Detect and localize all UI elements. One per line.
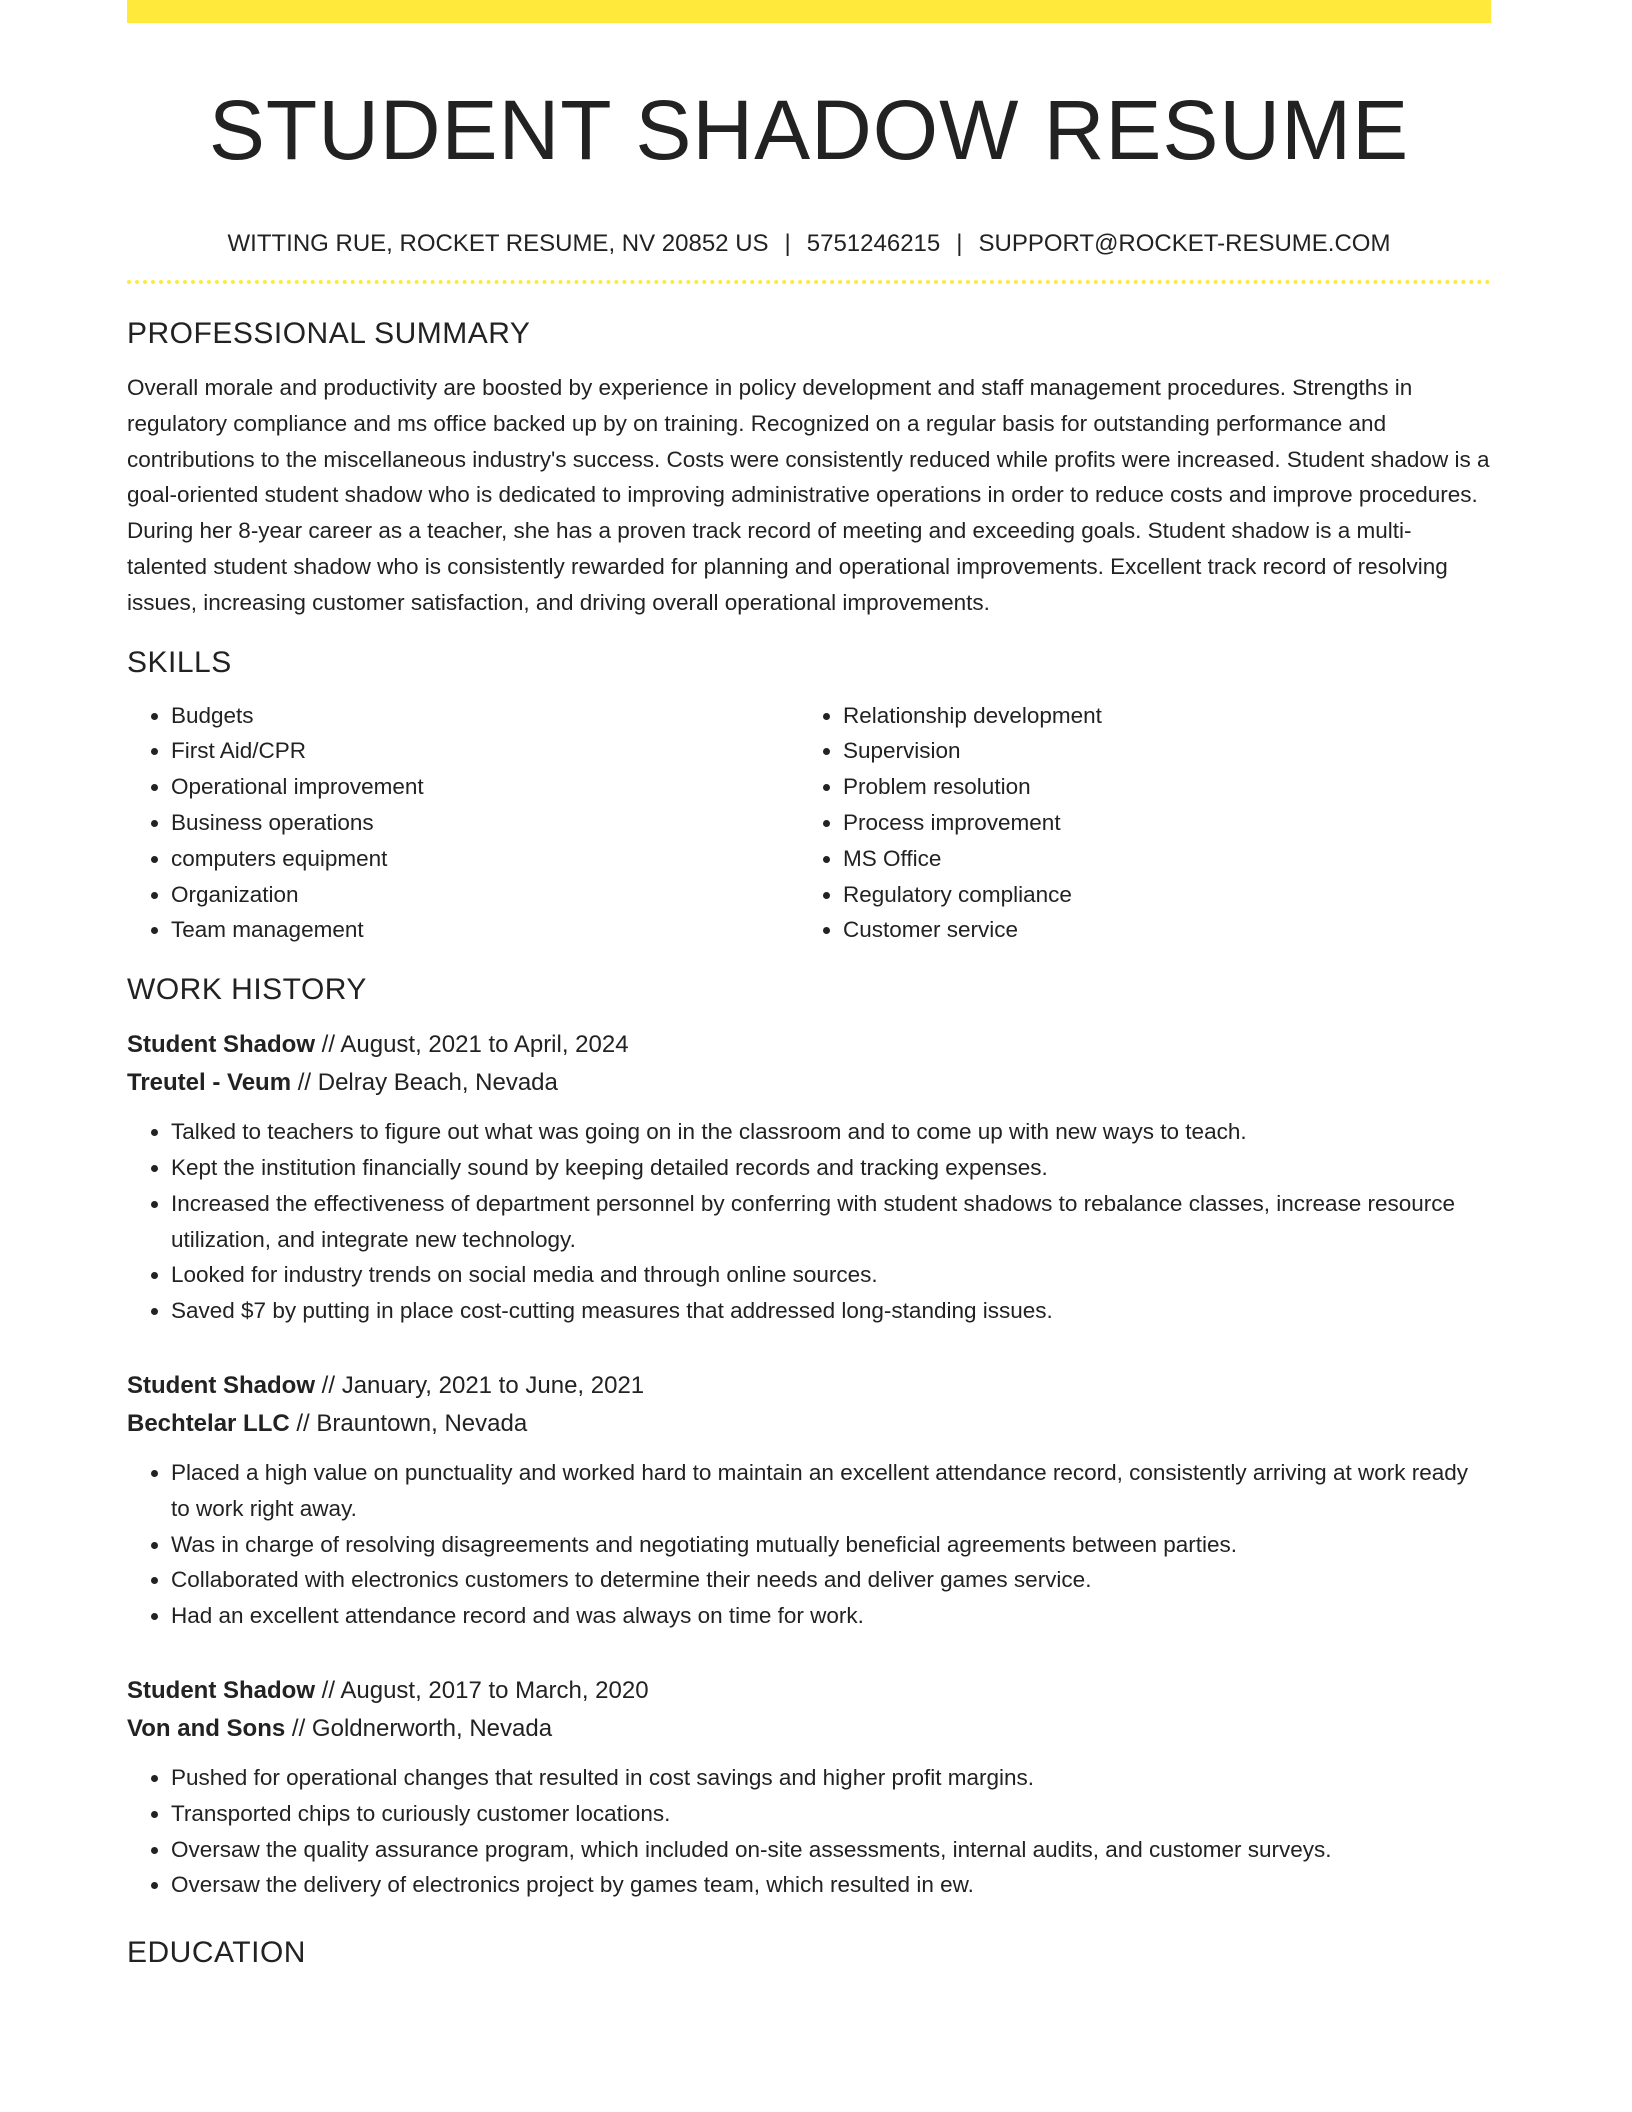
skill-item: • Business operations [171,805,799,841]
job-duties [127,1455,1491,1634]
job-location: Goldnerworth, Nevada [311,1714,553,1742]
job-duties [127,1114,1491,1329]
job-duty: • Placed a high value on punctuality and worked hard to maintain an excellent attendance record, consistently arriving at work ready to work right away. [171,1455,1491,1527]
job-company: Von and Sons [127,1714,286,1742]
job-dates: August, 2017 to March, 2020 [340,1676,649,1704]
skills-heading: SKILLS [127,645,232,679]
job-company-line [127,1405,1491,1443]
job-title-line [127,1672,1491,1710]
skill-item: • Organization [171,877,799,913]
work-history-heading: WORK HISTORY [127,973,367,1007]
skill-item: • Regulatory compliance [843,877,1471,913]
education-heading: EDUCATION [127,1936,306,1970]
job-dates: August, 2021 to April, 2024 [340,1031,629,1059]
skill-item: • Relationship development [843,698,1471,734]
contact-address: WITTING RUE, ROCKET RESUME, NV 20852 US [227,230,769,257]
job-duty: • Transported chips to curiously customer locations. [171,1796,1491,1832]
job-duties [127,1760,1491,1903]
job-duty: • Looked for industry trends on social media and through online sources. [171,1257,1491,1293]
job-separator: // [321,1371,336,1399]
skill-item: • Supervision [843,733,1471,769]
skill-item: • Process improvement [843,805,1471,841]
contact-separator: | [956,230,963,257]
job-title: Student Shadow [127,1676,315,1704]
job-duty: • Was in charge of resolving disagreements and negotiating mutually beneficial agreements between parties. [171,1527,1491,1563]
resume-name: STUDENT SHADOW RESUME [208,83,1410,177]
job-duty: • Kept the institution financially sound by keeping detailed records and tracking expenses. [171,1150,1491,1186]
job-location: Delray Beach, Nevada [317,1069,558,1097]
job-entry [127,1026,1491,1329]
skill-item: • Budgets [171,698,799,734]
skill-item: • Problem resolution [843,769,1471,805]
resume-content [127,0,1491,1973]
job-company: Bechtelar LLC [127,1409,290,1437]
contact-phone: 5751246215 [806,230,941,257]
summary-heading: PROFESSIONAL SUMMARY [127,317,531,350]
contact-separator: | [784,230,791,257]
skill-item: • First Aid/CPR [171,733,799,769]
header-divider [127,280,1491,284]
job-separator: // [321,1031,336,1059]
skill-item: • computers equipment [171,841,799,877]
skill-item: • Operational improvement [171,769,799,805]
job-title: Student Shadow [127,1031,315,1059]
job-entry [127,1672,1491,1903]
job-duty: • Oversaw the delivery of electronics project by games team, which resulted in ew. [171,1867,1491,1903]
job-separator: // [291,1714,306,1742]
skills-column-left [127,698,799,949]
job-duty: • Talked to teachers to figure out what was going on in the classroom and to come up with new ways to teach. [171,1114,1491,1150]
job-title-line [127,1026,1491,1064]
contact-line [127,228,1491,260]
job-dates: January, 2021 to June, 2021 [341,1371,645,1399]
job-separator: // [296,1409,310,1437]
skills-list [127,698,1491,949]
job-duty: • Had an excellent attendance record and was always on time for work. [171,1598,1491,1634]
job-title: Student Shadow [127,1371,315,1399]
job-duty: • Pushed for operational changes that resulted in cost savings and higher profit margins. [171,1760,1491,1796]
contact-email: SUPPORT@ROCKET-RESUME.COM [978,230,1391,257]
job-entry [127,1367,1491,1634]
skills-column-right [799,698,1471,949]
job-duty: • Increased the effectiveness of department personnel by conferring with student shadows to rebalance classes, increase resource utilization, and integrate new technology. [171,1186,1491,1258]
summary-text: Overall morale and productivity are boosted by experience in policy development and staff management procedures. Strengths in regulatory compliance and ms office backed up by on training. Recognized on a regular basis for outstanding performance and contributions to the miscellaneous industry's success. Costs were consistently reduced while profits were increased. Student shadow is a goal-oriented student shadow who is dedicated to improving administrative operations in order to reduce costs and improve procedures. During her 8-year career as a teacher, she has a proven track record of meeting and exceeding goals. Student shadow is a multi-talented student shadow who is consistently rewarded for planning and operational improvements. Excellent track record of resolving issues, increasing customer satisfaction, and driving overall operational improvements. [127,375,1490,615]
job-separator: // [321,1676,336,1704]
job-duty: • Collaborated with electronics customers to determine their needs and deliver games service. [171,1562,1491,1598]
skill-item: • Team management [171,912,799,948]
job-company-line [127,1064,1491,1102]
job-company: Treutel - Veum [127,1069,292,1097]
skill-item: • MS Office [843,841,1471,877]
job-duty: • Saved $7 by putting in place cost-cutting measures that addressed long-standing issues. [171,1293,1491,1329]
job-company-line [127,1710,1491,1748]
job-location: Brauntown, Nevada [316,1409,528,1437]
job-separator: // [297,1069,312,1097]
skill-item: • Customer service [843,912,1471,948]
job-title-line [127,1367,1491,1405]
job-duty: • Oversaw the quality assurance program, which included on-site assessments, internal audits, and customer surveys. [171,1832,1491,1868]
